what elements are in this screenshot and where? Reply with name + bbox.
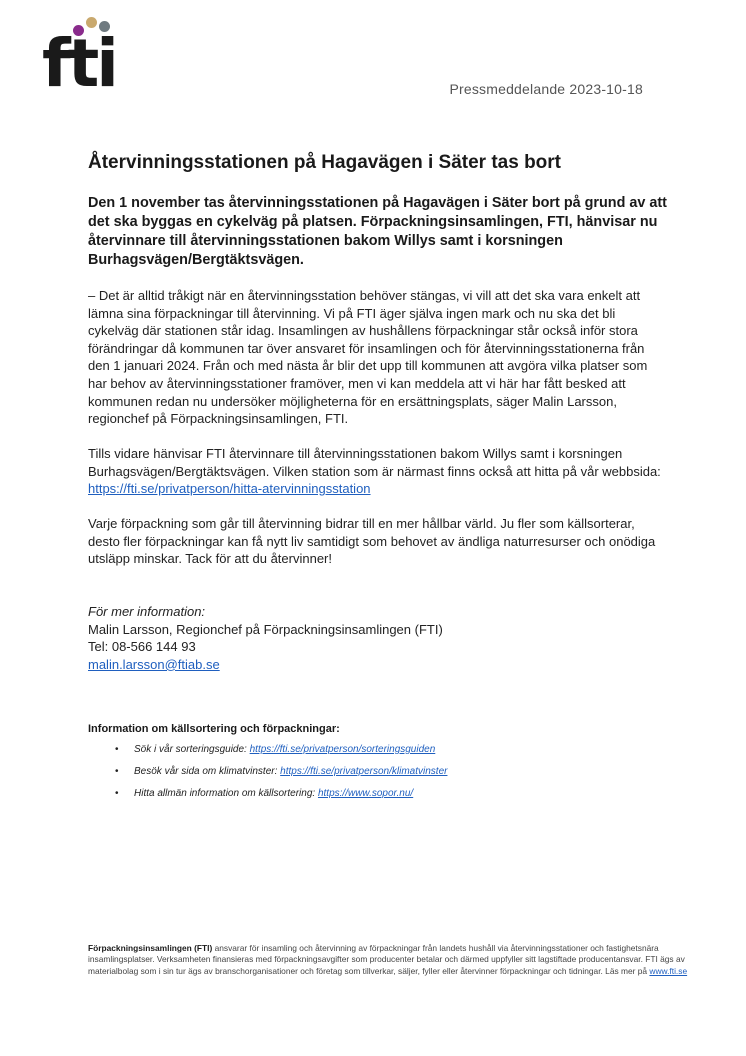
item-text: Sök i vår sorteringsguide: [134, 744, 250, 755]
list-item [115, 788, 688, 799]
sorting-guide-link[interactable]: https://fti.se/privatperson/sorteringsguiden [249, 744, 436, 755]
list-item [115, 744, 688, 755]
item-text: Hitta allmän information om källsortering: [134, 788, 318, 799]
referral-paragraph [88, 445, 668, 498]
logo-text: fti [42, 25, 116, 102]
sopor-link[interactable]: https://www.sopor.nu/ [317, 788, 414, 799]
press-release-date: Pressmeddelande 2023-10-18 [449, 81, 643, 97]
footer-website-link[interactable]: www.fti.se [649, 965, 688, 976]
article-lead: Den 1 november tas återvinningsstationen på Hagavägen i Säter bort på grund av att det ska byggas en cykelväg på platsen. Förpackningsinsamlingen, FTI, hänvisar nu återvinnare till återvinningsstationen bakom Willys samt i korsningen Burhagsvägen/Bergtäktsvägen. [88, 195, 667, 268]
footer-about [88, 943, 688, 977]
referral-text: Tills vidare hänvisar FTI återvinnare till återvinningsstationen bakom Willys samt i korsningen Burhagsvägen/Bergtäktsvägen. Vilken station som är närmast finns också att hitta på vår webbsida: [88, 446, 661, 479]
contact-block [88, 603, 443, 673]
contact-phone: Tel: 08-566 144 93 [88, 639, 196, 655]
info-section [88, 723, 688, 810]
article-title: Återvinningsstationen på Hagavägen i Säter tas bort [88, 152, 561, 173]
item-text: Besök vår sida om klimatvinster: [134, 766, 281, 777]
bullet-icon: • [115, 766, 119, 777]
info-list [88, 744, 688, 799]
info-title: Information om källsortering och förpackningar: [88, 723, 340, 735]
fti-logo [42, 16, 122, 102]
contact-email-link[interactable]: malin.larsson@ftiab.se [88, 656, 220, 672]
bullet-icon: • [115, 788, 119, 799]
contact-name: Malin Larsson, Regionchef på Förpackningsinsamlingen (FTI) [88, 621, 443, 637]
find-station-link[interactable]: https://fti.se/privatperson/hitta-atervinningsstation [88, 481, 371, 497]
bullet-icon: • [115, 744, 119, 755]
list-item [115, 766, 688, 777]
footer-org-name: Förpackningsinsamlingen (FTI) [88, 943, 213, 953]
closing-paragraph: Varje förpackning som går till återvinning bidrar till en mer hållbar värld. Ju fler som källsorterar, desto fler förpackningar kan få nytt liv samtidigt som behovet av ändliga naturresurser och onödiga utsläpp minskar. Tack för att du återvinner! [88, 516, 656, 567]
footer-text: ansvarar för insamling och återvinning av förpackningar från landets hushåll via återvinningsstationer och fastighetsnära insamlingsplatser. Verksamheten finansieras med förpackningsavgifter som producenter betalar och därmed uppfyller sitt lagstiftade producentansvar. FTI ägs av materialbolag som i sin tur ägs av branschorganisationer och företag som tillverkar, säljer, fyller eller återvinner förpackningar och tidningar. Läs mer på [88, 943, 685, 976]
quote-paragraph: – Det är alltid tråkigt när en återvinningsstation behöver stängas, vi vill att det ska vara enkelt att lämna sina förpackningar till återvinning. Vi på FTI äger själva ingen mark och nu ska det bli cykelväg där stationen står idag. Insamlingen av hushållens förpackningar står också inför stora förändringar då kommunen tar över ansvaret för insamlingen och för återvinningsstationerna från den 1 januari 2024. Från och med nästa år blir det upp till kommunen att avgöra vilka platser som har behov av återvinningsstationer framöver, men vi kan meddela att vi här har fått besked att kommunen redan nu undersöker möjligheterna för en ersättningsplats, säger Malin Larsson, regionchef på Förpackningsinsamlingen, FTI. [88, 288, 648, 427]
climate-gains-link[interactable]: https://fti.se/privatperson/klimatvinster [280, 766, 448, 777]
contact-label: För mer information: [88, 604, 206, 619]
